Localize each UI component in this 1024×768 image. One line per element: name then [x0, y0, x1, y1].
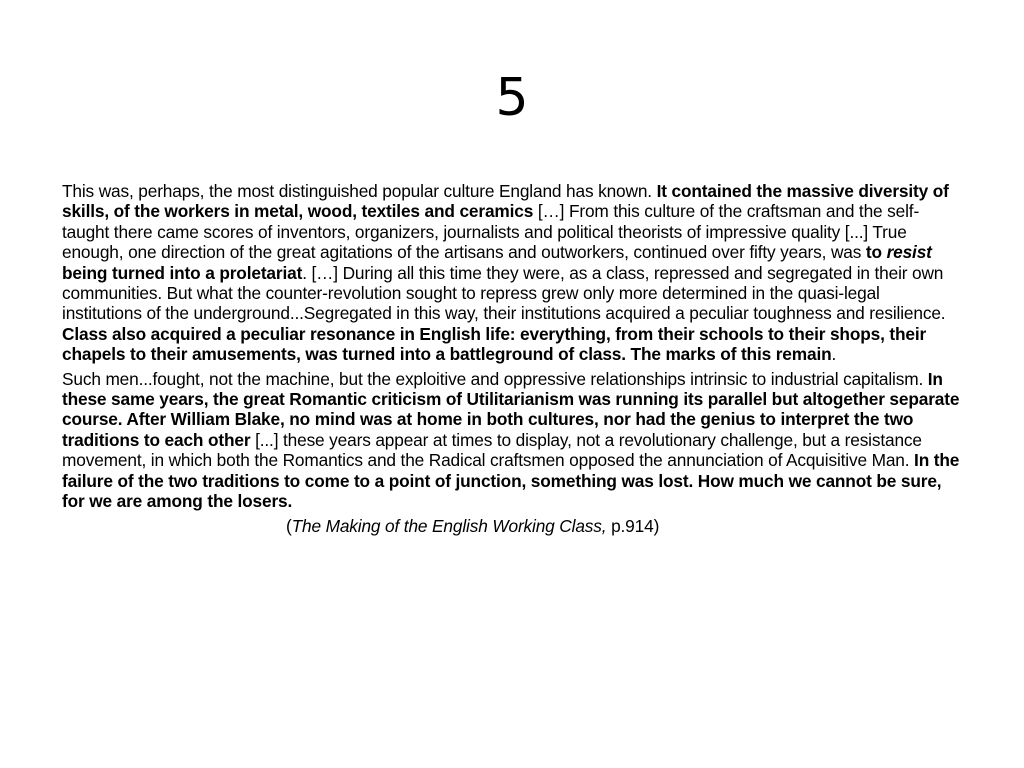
quote-paragraph-1	[62, 181, 964, 365]
text-run: […] From this culture of the craftsman and the self-taught there came scores of inventors, organizers, journalists and political theorists of impressive quality [...] True enough, one direction of the great agitations of the artisans and outworkers, continued over fifty years, was	[62, 201, 920, 263]
quote-paragraph-2	[62, 369, 964, 512]
citation-book-title: The Making of the English Working Class,	[291, 515, 607, 536]
quote-body	[62, 181, 964, 536]
text-run: This was, perhaps, the most distinguished popular culture England has known.	[62, 181, 657, 201]
citation-open: (	[286, 515, 292, 536]
bold-text-run: being turned into a proletariat	[62, 262, 303, 283]
bold-text-run: It contained the massive diversity of skills, of the workers in metal, wood, textiles and ceramics	[62, 181, 949, 222]
text-run: . […] During all this time they were, as a class, repressed and segregated in their own communities. But what the counter-revolution sought to repress grew only more determined in the quasi-legal institutions of the underground...Segregated in this way, their institutions acquired a peculiar toughness and resilience.	[62, 262, 946, 324]
text-run: Such men...fought, not the machine, but the exploitive and oppressive relationships intrinsic to industrial capitalism.	[62, 368, 928, 389]
bold-italic-text-run: resist	[886, 242, 932, 263]
slide-title: 5	[495, 68, 529, 128]
bold-text-run: to	[865, 242, 887, 263]
citation	[286, 516, 964, 536]
bold-text-run: In these same years, the great Romantic criticism of Utilitarianism was running its parallel but altogether separate course. After William Blake, no mind was at home in both cultures, nor had the genius to interpret the two traditions to each other	[62, 368, 960, 450]
text-run: [...] these years appear at times to display, not a revolutionary challenge, but a resistance movement, in which both the Romantics and the Radical craftsmen opposed the annunciation of Acquisitive Man.	[62, 429, 922, 471]
bold-text-run: Class also acquired a peculiar resonance in English life: everything, from their schools to their shops, their chapels to their amusements, was turned into a battleground of class. The marks of this remain	[62, 323, 927, 365]
bold-text-run: In the failure of the two traditions to come to a point of junction, something was lost. How much we cannot be sure, for we are among the losers.	[62, 450, 960, 512]
citation-page: p.914)	[606, 515, 660, 536]
text-run: .	[831, 344, 837, 365]
